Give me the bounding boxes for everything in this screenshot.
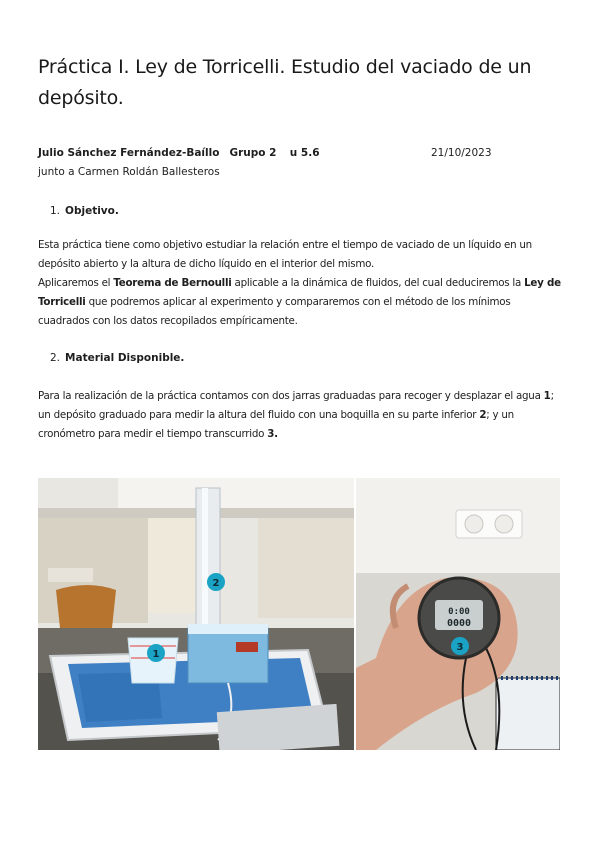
section-heading-material [50, 351, 184, 365]
photo-marker-1: 1 [152, 649, 160, 660]
bernoulli-term: Teorema de Bernoulli [113, 277, 232, 289]
ref-number: 2 [479, 409, 487, 421]
material-paragraph [38, 387, 563, 444]
objective-paragraph-2 [38, 274, 563, 331]
group-label: Grupo 2 [229, 147, 277, 159]
photo-marker-3: 3 [456, 642, 464, 653]
torricelli-term: Ley de Torricelli [38, 277, 561, 308]
lab-setup-illustration [38, 478, 354, 750]
collaborator-line: junto a Carmen Roldán Ballesteros [38, 166, 220, 178]
section-title: Material Disponible. [65, 352, 185, 364]
date-label: 21/10/2023 [431, 147, 492, 159]
stopwatch-display-bottom: 0000 [446, 618, 472, 629]
ref-number: 3. [267, 428, 278, 440]
text-run: aplicable a la dinámica de fluidos, del cual deduciremos la [231, 277, 525, 289]
ref-number: 1 [543, 390, 551, 402]
text-run: que podremos aplicar al experimento y compararemos con el método de los mínimos cuadrados con los datos recopilados empíricamente. [38, 296, 511, 327]
stopwatch-photo [356, 478, 560, 750]
text-run: ; un depósito graduado para medir la altura del fluido con una boquilla en su parte inferior [38, 390, 554, 421]
photo-marker-2: 2 [212, 578, 220, 589]
page-title: Práctica I. Ley de Torricelli. Estudio del vaciado de un depósito. [38, 56, 532, 109]
text-run: Para la realización de la práctica contamos con dos jarras graduadas para recoger y desplazar el agua [38, 390, 544, 402]
unit-label: u 5.6 [289, 147, 320, 159]
author-name: Julio Sánchez Fernández-Baíllo [38, 147, 220, 159]
text-run: ; y un cronómetro para medir el tiempo transcurrido [38, 409, 514, 440]
stopwatch-display-top: 0:00 [448, 607, 470, 617]
section-title: Objetivo. [65, 205, 119, 217]
stopwatch-illustration [356, 478, 560, 750]
objective-text: Esta práctica tiene como objetivo estudiar la relación entre el tiempo de vaciado de un líquido en un depósito abierto y la altura de dicho líquido en el interior del mismo. [38, 239, 532, 270]
section-number: 1. [50, 205, 61, 217]
objective-paragraph-1 [38, 236, 563, 274]
lab-setup-photo [38, 478, 354, 750]
section-heading-objective [50, 204, 119, 218]
section-number: 2. [50, 352, 61, 364]
text-run: Aplicaremos el [38, 277, 114, 289]
